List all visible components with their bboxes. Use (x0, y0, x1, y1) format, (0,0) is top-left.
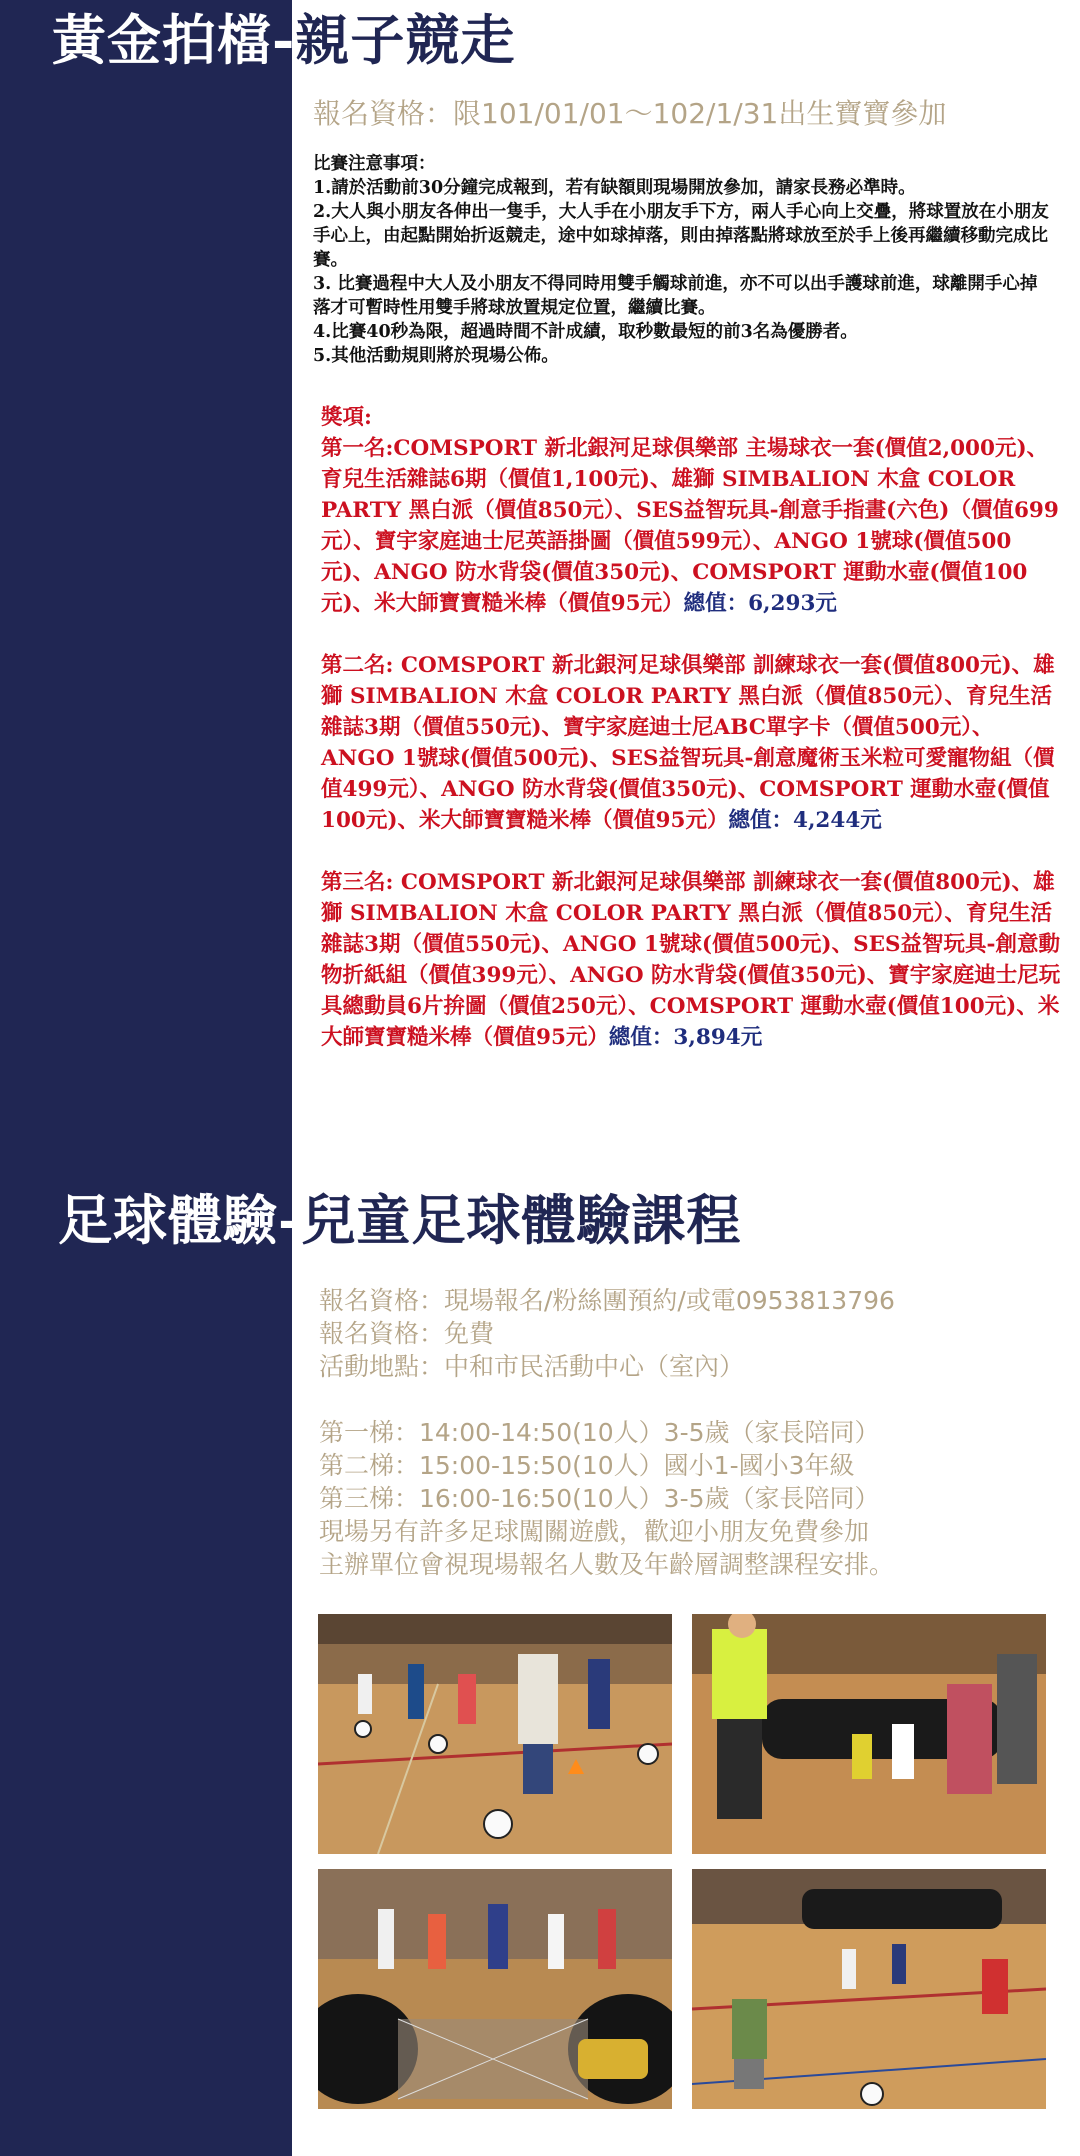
section-title-part-1: 足球體驗- (58, 1188, 302, 1252)
section-title-kids-soccer-course (58, 1188, 741, 1252)
note-item: 5.其他活動規則將於現場公佈。 (313, 346, 559, 366)
prizes-heading: 獎項: (321, 405, 372, 430)
prize-third (321, 867, 1063, 1053)
prize-description: 第三名: COMSPORT 新北銀河足球俱樂部 訓練球衣一套(價值800元)、雄獅 SIMBALION 木盒 COLOR PARTY 黑白派（價值850元）、育兒生活雜誌3期（價值550元)、ANGO 1號球(價值500元)、SES益智玩具-創意動物折紙組（價值399元）、ANGO 防水背袋(價值350元)、寶宇家庭迪士尼玩具總動員6片拚圖（價值250元）、COMSPORT 運動水壺(價值100元)、米大師寶寶糙米棒（價值95元） (321, 870, 1061, 1050)
prize-description: 第二名: COMSPORT 新北銀河足球俱樂部 訓練球衣一套(價值800元)、雄獅 SIMBALION 木盒 COLOR PARTY 黑白派（價值850元）、育兒生活雜誌3期（價值550元)、寶宇家庭迪士尼ABC單字卡（價值500元）、ANGO 1號球(價值500元)、SES益智玩具-創意魔術玉米粒可愛寵物組（價值499元）、ANGO 防水背袋(價值350元)、COMSPORT 運動水壺(價值100元)、米大師寶寶糙米棒（價值95元） (321, 653, 1055, 833)
section-title-part-2: 兒童足球體驗課程 (301, 1188, 742, 1252)
photo-kids-dribbling (318, 1614, 672, 1854)
prize-second (321, 650, 1063, 836)
schedule-line: 第二梯：15:00-15:50(10人）國小1-國小3年級 (319, 1451, 855, 1480)
info-line: 報名資格：現場報名/粉絲團預約/或電0953813796 (319, 1286, 895, 1315)
photo-gym-practice (692, 1869, 1046, 2109)
section-title-part-2: 親子競走 (295, 8, 516, 72)
eligibility-text: 報名資格：限101/01/01～102/1/31出生寶寶參加 (313, 97, 947, 130)
section-title-part-1: 黃金拍檔- (52, 8, 296, 72)
course-info (319, 1284, 895, 1581)
note-item: 3. 比賽過程中大人及小朋友不得同時用雙手觸球前進，亦不可以出手護球前進，球離開手心掉落才可暫時性用雙手將球放置規定位置，繼續比賽。 (313, 274, 1038, 318)
schedule-line: 主辦單位會視現場報名人數及年齡層調整課程安排。 (319, 1550, 895, 1579)
prize-first (321, 433, 1063, 619)
note-item: 1.請於活動前30分鐘完成報到，若有缺額則現場開放參加，請家長務必準時。 (313, 178, 916, 198)
info-line: 活動地點：中和市民活動中心（室內） (319, 1352, 745, 1381)
schedule-line: 現場另有許多足球闖關遊戲，歡迎小朋友免費參加 (319, 1517, 870, 1546)
navy-sidebar (0, 0, 292, 2156)
note-item: 2.大人與小朋友各伸出一隻手，大人手在小朋友手下方，兩人手心向上交疊，將球置放在小朋友手心上，由起點開始折返競走，途中如球掉落，則由掉落點將球放至於手上後再繼續移動完成比賽。 (313, 202, 1049, 270)
section-title-parent-child-race (52, 8, 515, 72)
prize-total: 總值：4,244元 (728, 808, 882, 833)
prize-description: 第一名:COMSPORT 新北銀河足球俱樂部 主場球衣一套(價值2,000元)、育兒生活雜誌6期（價值1,100元)、雄獅 SIMBALION 木盒 COLOR PARTY 黑白派（價值850元）、SES益智玩具-創意手指畫(六色)（價值699元）、寶宇家庭迪士尼英語掛圖（價值599元）、ANGO 1號球(價值500元)、ANGO 防水背袋(價值350元)、COMSPORT 運動水壺(價值100元)、米大師寶寶糙米棒（價值95元） (321, 436, 1059, 616)
prize-total: 總值：6,293元 (683, 591, 837, 616)
schedule-line: 第一梯：14:00-14:50(10人）3-5歲（家長陪同） (319, 1418, 880, 1447)
competition-notes (313, 152, 1053, 368)
notes-heading: 比賽注意事項： (313, 154, 436, 174)
note-item: 4.比賽40秒為限，超過時間不計成績，取秒數最短的前3名為優勝者。 (313, 322, 858, 342)
schedule-line: 第三梯：16:00-16:50(10人）3-5歲（家長陪同） (319, 1484, 880, 1513)
photo-coach-and-children (692, 1614, 1046, 1854)
prize-total: 總值：3,894元 (608, 1025, 763, 1050)
info-line: 報名資格：免費 (319, 1319, 495, 1348)
photo-inflatable-goal (318, 1869, 672, 2109)
prizes-block (321, 402, 1063, 1084)
